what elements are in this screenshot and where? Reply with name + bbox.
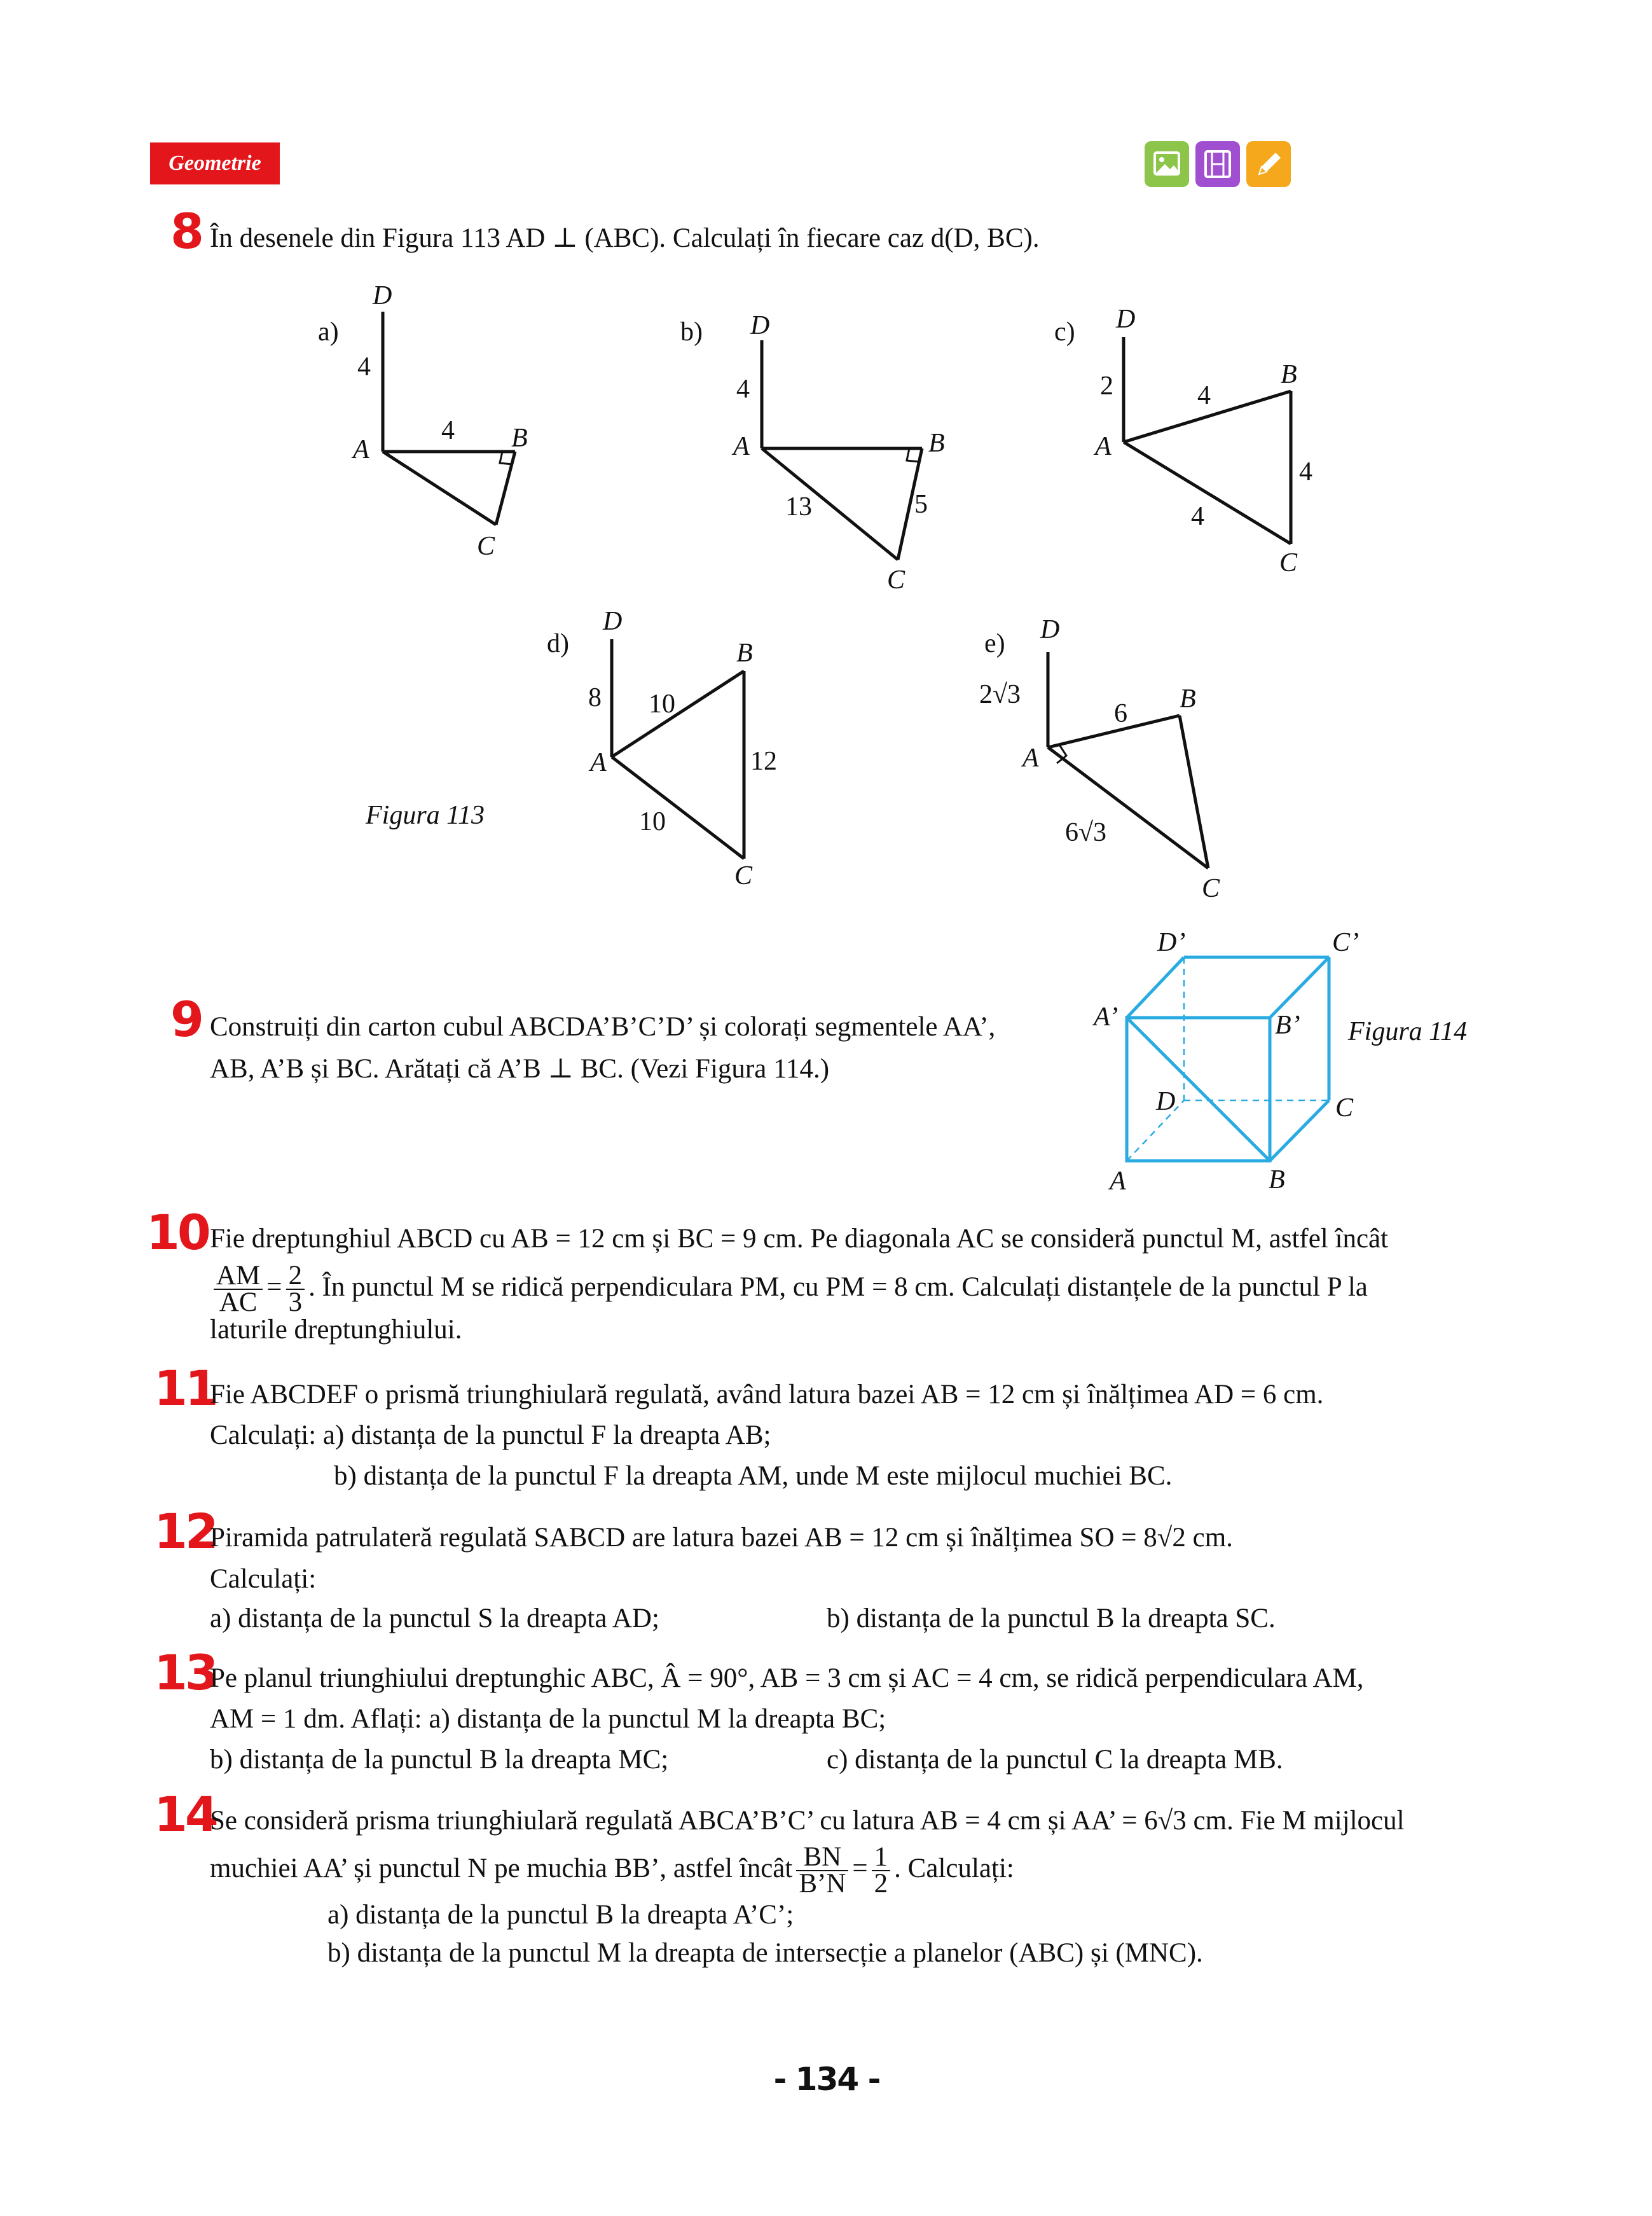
fig-e-AC: 6√3	[1065, 818, 1107, 847]
fig-e-D: D	[1040, 615, 1060, 644]
problem-number-9: 9	[170, 991, 202, 1048]
fig-c-label: c)	[1054, 317, 1075, 347]
problem-8-text: În desenele din Figura 113 AD ⊥ (ABC). Calculați în fiecare caz d(D, BC).	[210, 223, 1040, 253]
figure-114-label: Figura 114	[1348, 1017, 1468, 1046]
fig-e-B: B	[1180, 684, 1196, 714]
fig-a-D: D	[373, 281, 392, 310]
cube-C: C	[1335, 1093, 1354, 1123]
cube-A: A	[1110, 1167, 1126, 1196]
fig-d-B: B	[736, 639, 753, 668]
problem-14-line3: a) distanța de la punctul B la dreapta A’C’;	[327, 1900, 794, 1930]
fig-e-label: e)	[984, 629, 1005, 658]
fig-d-A: A	[590, 748, 607, 777]
problem-11-line1: Fie ABCDEF o prismă triunghiulară regulată, având latura bazei AB = 12 cm și înălțimea AD = 6 cm.	[210, 1380, 1324, 1409]
problem-number-13: 13	[154, 1644, 216, 1701]
fig-c-D: D	[1116, 305, 1136, 334]
fig-c-AC: 4	[1191, 502, 1204, 531]
problem-11-line2: Calculați: a) distanța de la punctul F la dreapta AB;	[210, 1420, 771, 1450]
problem-10-line2: $\frac{AM}{AC}$ = $\frac{2}{3}$ . În punctul M se ridică perpendiculara PM, cu PM = 8 cm. Calculați distanțele de la punctul P la	[210, 1262, 1368, 1315]
fig-d-AB: 10	[649, 689, 675, 719]
problem-number-14: 14	[154, 1786, 216, 1843]
cube-B: B	[1269, 1165, 1285, 1195]
problem-12-line2: Calculați:	[210, 1564, 317, 1594]
problem-13-line1: Pe planul triunghiului dreptunghic ABC, Â = 90°, AB = 3 cm și AC = 4 cm, se ridică perpendiculara AM,	[210, 1663, 1364, 1693]
fraction-two-thirds: $\frac{2}{3}$	[286, 1263, 305, 1315]
problem-10-line3: laturile dreptunghiului.	[210, 1315, 462, 1345]
fig-d-AC: 10	[639, 807, 666, 836]
fig-a-A: A	[353, 435, 369, 464]
problem-11-line3: b) distanța de la punctul F la dreapta AM, unde M este mijlocul muchiei BC.	[334, 1461, 1173, 1491]
problem-14-line4: b) distanța de la punctul M la dreapta de intersecție a planelor (ABC) și (MNC).	[327, 1938, 1203, 1968]
problem-9-line1: Construiți din carton cubul ABCDA’B’C’D’ și colorați segmentele AA’,	[210, 1012, 996, 1042]
fig-e-A: A	[1022, 744, 1039, 773]
fig-c-B: B	[1281, 360, 1297, 389]
fig-c-AD: 2	[1100, 371, 1113, 401]
cube-C1: C’	[1332, 928, 1359, 957]
fig-d-D: D	[603, 607, 623, 636]
fraction-one-half: $\frac{1}{2}$	[872, 1845, 891, 1897]
fraction-am-ac: $\frac{AM}{AC}$	[214, 1263, 263, 1315]
fig-c-A: A	[1095, 432, 1112, 461]
problem-12-line3b: b) distanța de la punctul B la dreapta SC.	[827, 1603, 1276, 1633]
fig-b-A: A	[733, 432, 750, 461]
fig-b-B: B	[928, 429, 945, 458]
fig-e-C: C	[1202, 874, 1220, 903]
problem-12-line1: Piramida patrulateră regulată SABCD are latura bazei AB = 12 cm și înălțimea SO = 8√2 cm.	[210, 1523, 1233, 1553]
figure-113-label: Figura 113	[366, 801, 485, 830]
cube-D1: D’	[1157, 928, 1186, 957]
fig-b-AD: 4	[736, 375, 750, 404]
fig-a-B: B	[511, 424, 528, 453]
problem-14-line2: muchiei AA’ și punctul N pe muchia BB’, astfel încât $\frac{BN}{B’N}$ = $\frac{1}{2}$ . Calculați:	[210, 1842, 1014, 1899]
problem-13-line3a: b) distanța de la punctul B la dreapta MC;	[210, 1745, 669, 1775]
fig-b-AC: 13	[785, 492, 812, 522]
fig-d-AD: 8	[588, 683, 602, 712]
fig-d-label: d)	[547, 629, 569, 658]
problem-14-line1: Se consideră prisma triunghiulară regulată ABCA’B’C’ cu latura AB = 4 cm și AA’ = 6√3 cm. Fie M mijlocul	[210, 1806, 1405, 1836]
problem-13-line3b: c) distanța de la punctul C la dreapta MB.	[827, 1745, 1283, 1775]
fig-b-D: D	[750, 311, 770, 340]
problem-number-12: 12	[154, 1503, 216, 1560]
cube-drawing	[1127, 957, 1329, 1161]
page-number: - 134 -	[773, 2061, 880, 2098]
fig-a-AB: 4	[441, 416, 455, 445]
fig-c-C: C	[1279, 548, 1298, 578]
fig-b-BC: 5	[914, 490, 928, 519]
fig-b-label: b)	[680, 317, 703, 347]
problem-number-10: 10	[146, 1204, 209, 1261]
fig-a-AD: 4	[357, 352, 371, 382]
cube-D: D	[1156, 1087, 1176, 1116]
fig-a-label: a)	[318, 317, 339, 347]
problem-9-line2: AB, A’B și BC. Arătați că A’B ⊥ BC. (Vezi Figura 114.)	[210, 1054, 830, 1084]
problem-10-line1: Fie dreptunghiul ABCD cu AB = 12 cm și BC = 9 cm. Pe diagonala AC se consideră punctul M, astfel încât	[210, 1224, 1389, 1254]
fig-d-BC: 12	[750, 747, 777, 776]
cube-A1: A’	[1094, 1002, 1119, 1032]
cube-B1: B’	[1275, 1011, 1300, 1040]
fig-d-C: C	[734, 861, 753, 890]
problem-12-line3a: a) distanța de la punctul S la dreapta AD;	[210, 1603, 659, 1633]
fraction-bn: $\frac{BN}{B’N}$	[796, 1845, 848, 1897]
section-badge: Geometrie	[150, 142, 280, 184]
fig-c-AB: 4	[1197, 381, 1211, 410]
fig-e-AD: 2√3	[979, 680, 1021, 709]
problem-number-11: 11	[154, 1360, 216, 1416]
fig-b-C: C	[887, 565, 905, 595]
fig-a-C: C	[477, 532, 495, 561]
problem-13-line2: AM = 1 dm. Aflați: a) distanța de la punctul M la dreapta BC;	[210, 1704, 886, 1734]
fig-e-AB: 6	[1114, 699, 1127, 728]
problem-number-8: 8	[170, 203, 202, 260]
fig-c-BC: 4	[1299, 457, 1312, 487]
